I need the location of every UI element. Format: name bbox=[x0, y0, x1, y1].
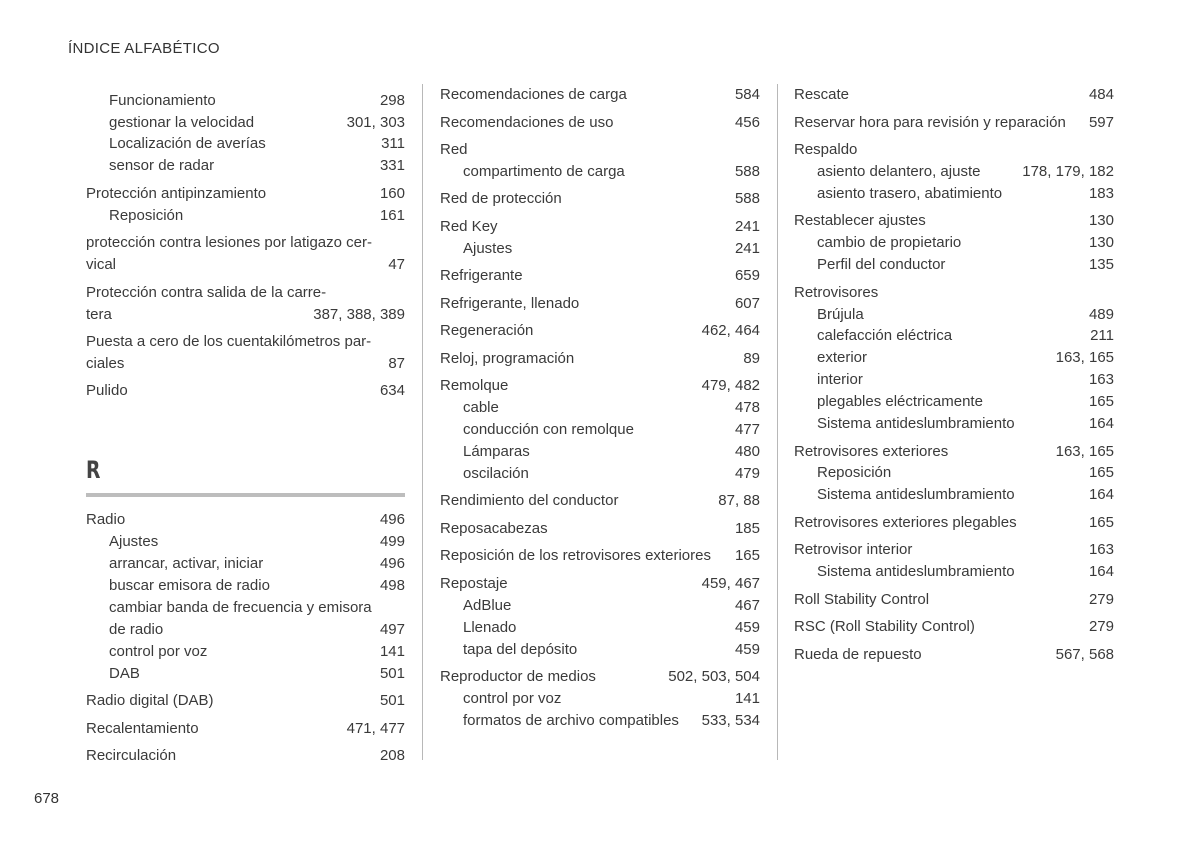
entry-pages: 164 bbox=[1088, 563, 1114, 581]
entry-text: formatos de archivo compatibles bbox=[463, 711, 679, 729]
entry-pages: 47 bbox=[388, 256, 405, 274]
entry-text: Red bbox=[440, 141, 468, 158]
index-entry bbox=[794, 112, 1114, 134]
index-term bbox=[86, 183, 405, 205]
entry-pages: 477 bbox=[734, 421, 760, 439]
entry-text: RSC (Roll Stability Control) bbox=[794, 618, 975, 636]
index-entry bbox=[440, 545, 760, 567]
entry-pages: 141 bbox=[734, 690, 760, 708]
index-subentry bbox=[794, 304, 1114, 326]
entry-pages: 130 bbox=[1088, 212, 1114, 230]
index-entry bbox=[794, 282, 1114, 435]
index-term bbox=[440, 518, 760, 540]
index-entry bbox=[86, 380, 405, 402]
entry-pages: 456 bbox=[734, 113, 760, 131]
entry-pages: 298 bbox=[379, 91, 405, 109]
index-subentry bbox=[794, 161, 1114, 183]
index-entry bbox=[440, 139, 760, 183]
index-term bbox=[794, 644, 1114, 666]
index-subentry bbox=[440, 617, 760, 639]
index-subentry bbox=[86, 90, 405, 112]
entry-text: exterior bbox=[817, 349, 868, 367]
entry-text: Recomendaciones de carga bbox=[440, 86, 627, 103]
entry-pages: 241 bbox=[734, 239, 760, 257]
entry-pages: 141 bbox=[379, 642, 405, 660]
index-entry bbox=[794, 589, 1114, 611]
page-number: 678 bbox=[34, 790, 60, 807]
entry-text: Recalentamiento bbox=[86, 719, 199, 737]
index-subentry bbox=[794, 325, 1114, 347]
index-term bbox=[440, 545, 760, 567]
index-term bbox=[794, 539, 1114, 561]
index-subentry bbox=[440, 441, 760, 463]
index-subentry bbox=[440, 595, 760, 617]
entry-pages: 497 bbox=[379, 620, 405, 638]
entry-text: Refrigerante bbox=[440, 267, 523, 285]
entry-text: Ajustes bbox=[109, 533, 159, 551]
entry-pages: 183 bbox=[1088, 184, 1114, 202]
entry-text: Restablecer ajustes bbox=[794, 212, 926, 230]
entry-text: buscar emisora de radio bbox=[109, 577, 270, 595]
entry-pages: 588 bbox=[734, 190, 760, 208]
index-entry bbox=[86, 183, 405, 227]
index-subentry bbox=[794, 561, 1114, 583]
index-term bbox=[86, 690, 405, 712]
index-entry bbox=[440, 216, 760, 260]
entry-text: Remolque bbox=[440, 377, 509, 395]
entry-pages: 471, 477 bbox=[346, 719, 405, 737]
entry-pages: 160 bbox=[379, 184, 405, 202]
entry-pages: 163, 165 bbox=[1055, 442, 1114, 460]
entry-pages: 588 bbox=[734, 162, 760, 180]
entry-text: Pulido bbox=[86, 382, 128, 400]
entry-text: Rueda de repuesto bbox=[794, 645, 922, 663]
entry-pages: 130 bbox=[1088, 234, 1114, 252]
entry-text: Refrigerante, llenado bbox=[440, 294, 580, 312]
index-entry bbox=[440, 84, 760, 106]
index-entry bbox=[86, 745, 405, 767]
index-term bbox=[86, 745, 405, 767]
index-subentry bbox=[440, 710, 760, 732]
index-term bbox=[86, 282, 405, 304]
index-entry bbox=[440, 188, 760, 210]
entry-pages: 459 bbox=[734, 640, 760, 658]
entry-text: conducción con remolque bbox=[463, 421, 634, 439]
index-subentry bbox=[86, 553, 405, 575]
index-subentry bbox=[86, 597, 405, 619]
entry-text: Rescate bbox=[794, 86, 850, 103]
index-subentry bbox=[86, 619, 405, 641]
entry-pages: 163 bbox=[1088, 371, 1114, 389]
index-entry bbox=[86, 690, 405, 712]
index-term bbox=[440, 216, 760, 238]
index-subentry bbox=[440, 397, 760, 419]
entry-text: Brújula bbox=[817, 305, 864, 323]
index-term bbox=[440, 666, 760, 688]
entry-text: cambiar banda de frecuencia y emisora bbox=[109, 598, 372, 616]
index-subentry bbox=[86, 205, 405, 227]
index-entry bbox=[440, 490, 760, 512]
index-entry bbox=[794, 644, 1114, 666]
index-subentry bbox=[794, 462, 1114, 484]
entry-text: Protección antipinzamiento bbox=[86, 184, 267, 202]
index-entry bbox=[794, 512, 1114, 534]
entry-text: Perfil del conductor bbox=[817, 256, 946, 274]
index-subentry bbox=[794, 232, 1114, 254]
entry-pages: 496 bbox=[379, 511, 405, 529]
entry-pages: 459, 467 bbox=[701, 574, 760, 592]
entry-pages: 533, 534 bbox=[701, 711, 760, 729]
entry-pages: 584 bbox=[734, 86, 760, 103]
index-subentry bbox=[440, 161, 760, 183]
entry-pages: 135 bbox=[1088, 256, 1114, 274]
index-term bbox=[440, 573, 760, 595]
entry-text: Reposición de los retrovisores exteriores bbox=[440, 547, 711, 565]
entry-pages: 208 bbox=[379, 747, 405, 765]
entry-text: AdBlue bbox=[463, 596, 512, 614]
index-term bbox=[794, 84, 1114, 106]
index-subentry bbox=[794, 183, 1114, 205]
index-column-2 bbox=[440, 84, 760, 732]
index-term bbox=[440, 320, 760, 342]
entry-text: DAB bbox=[109, 664, 140, 682]
index-term bbox=[86, 380, 405, 402]
index-subentry bbox=[794, 254, 1114, 276]
index-entry bbox=[86, 90, 405, 178]
entry-text: Retrovisores bbox=[794, 283, 879, 301]
entry-pages: 161 bbox=[379, 206, 405, 224]
index-term bbox=[86, 353, 405, 375]
col1-bottom-entries bbox=[86, 509, 405, 767]
index-term bbox=[86, 304, 405, 326]
index-column-1 bbox=[86, 84, 405, 767]
entry-text: control por voz bbox=[109, 642, 208, 660]
entry-text: Sistema antideslumbramiento bbox=[817, 486, 1015, 504]
index-term bbox=[86, 254, 405, 276]
entry-pages: 479, 482 bbox=[701, 377, 760, 395]
index-subentry bbox=[86, 531, 405, 553]
entry-text: Retrovisores exteriores plegables bbox=[794, 513, 1017, 531]
index-term bbox=[794, 512, 1114, 534]
entry-text: Radio bbox=[86, 511, 126, 529]
entry-text: sensor de radar bbox=[109, 157, 215, 175]
entry-text: Sistema antideslumbramiento bbox=[817, 415, 1015, 433]
entry-pages: 165 bbox=[1088, 464, 1114, 482]
index-term bbox=[794, 282, 1114, 304]
index-entry bbox=[440, 265, 760, 287]
index-term bbox=[794, 210, 1114, 232]
index-term bbox=[440, 84, 760, 106]
entry-text: protección contra lesiones por latigazo cer- bbox=[86, 234, 372, 252]
section-letter: R bbox=[86, 456, 101, 485]
section-letter-rule bbox=[86, 493, 405, 497]
index-entry bbox=[86, 718, 405, 740]
entry-text: de radio bbox=[109, 620, 164, 638]
entry-text: Puesta a cero de los cuentakilómetros par- bbox=[86, 333, 372, 351]
index-subentry bbox=[86, 133, 405, 155]
entry-text: Llenado bbox=[463, 618, 517, 636]
entry-text: Red de protección bbox=[440, 190, 562, 208]
index-term bbox=[440, 188, 760, 210]
entry-text: Recirculación bbox=[86, 747, 177, 765]
index-entry bbox=[440, 518, 760, 540]
entry-text: Radio digital (DAB) bbox=[86, 692, 214, 710]
entry-text: Ajustes bbox=[463, 239, 513, 257]
index-entry bbox=[86, 509, 405, 684]
index-entry bbox=[440, 666, 760, 732]
entry-pages: 659 bbox=[734, 267, 760, 285]
entry-pages: 498 bbox=[379, 577, 405, 595]
entry-text: cable bbox=[463, 399, 499, 417]
entry-pages: 331 bbox=[379, 157, 405, 175]
entry-pages: 311 bbox=[381, 135, 405, 153]
entry-text: cambio de propietario bbox=[817, 234, 962, 252]
entry-text: vical bbox=[86, 256, 117, 274]
column-divider-1 bbox=[422, 84, 423, 760]
index-term bbox=[440, 265, 760, 287]
entry-text: Roll Stability Control bbox=[794, 590, 930, 608]
index-subentry bbox=[86, 641, 405, 663]
entry-text: Recomendaciones de uso bbox=[440, 113, 614, 131]
index-entry bbox=[440, 348, 760, 370]
index-entry bbox=[86, 282, 405, 326]
index-subentry bbox=[794, 369, 1114, 391]
entry-pages: 480 bbox=[734, 443, 760, 461]
index-term bbox=[794, 112, 1114, 134]
index-term bbox=[440, 375, 760, 397]
entry-pages: 211 bbox=[1090, 327, 1114, 345]
index-entry bbox=[794, 539, 1114, 583]
index-term bbox=[440, 490, 760, 512]
entry-text: Repostaje bbox=[440, 574, 508, 592]
entry-pages: 165 bbox=[734, 547, 760, 565]
index-entry bbox=[86, 331, 405, 375]
index-term bbox=[794, 616, 1114, 638]
entry-pages: 87, 88 bbox=[718, 492, 760, 510]
entry-text: interior bbox=[817, 371, 863, 389]
entry-pages: 484 bbox=[1088, 86, 1114, 103]
entry-text: Reproductor de medios bbox=[440, 668, 596, 686]
index-subentry bbox=[440, 639, 760, 661]
index-term bbox=[794, 441, 1114, 463]
entry-text: tapa del depósito bbox=[463, 640, 578, 658]
entry-text: Reservar hora para revisión y reparación bbox=[794, 113, 1066, 131]
index-entry bbox=[440, 375, 760, 485]
entry-text: plegables eléctricamente bbox=[817, 393, 983, 411]
entry-pages: 478 bbox=[734, 399, 760, 417]
entry-pages: 499 bbox=[379, 533, 405, 551]
index-term bbox=[440, 139, 760, 161]
entry-text: Red Key bbox=[440, 217, 498, 235]
index-entry bbox=[794, 441, 1114, 507]
entry-pages: 501 bbox=[379, 692, 405, 710]
index-entry bbox=[440, 293, 760, 315]
entry-text: Reposición bbox=[817, 464, 892, 482]
entry-pages: 597 bbox=[1088, 113, 1114, 131]
entry-text: control por voz bbox=[463, 690, 562, 708]
entry-pages: 301, 303 bbox=[346, 113, 405, 131]
index-entry bbox=[86, 232, 405, 276]
index-term bbox=[440, 348, 760, 370]
index-term bbox=[794, 589, 1114, 611]
entry-pages: 467 bbox=[734, 596, 760, 614]
section-letter-block bbox=[86, 402, 405, 490]
entry-pages: 165 bbox=[1088, 513, 1114, 531]
index-subentry bbox=[86, 112, 405, 134]
index-entry bbox=[794, 139, 1114, 205]
index-term bbox=[86, 331, 405, 353]
entry-pages: 462, 464 bbox=[701, 322, 760, 340]
index-term bbox=[440, 112, 760, 134]
entry-text: tera bbox=[86, 305, 112, 323]
entry-pages: 634 bbox=[379, 382, 405, 400]
entry-pages: 279 bbox=[1088, 590, 1114, 608]
entry-text: oscilación bbox=[463, 464, 529, 482]
entry-pages: 164 bbox=[1088, 415, 1114, 433]
entry-text: Protección contra salida de la carre- bbox=[86, 283, 327, 301]
entry-pages: 387, 388, 389 bbox=[313, 305, 405, 323]
entry-text: compartimento de carga bbox=[463, 162, 625, 180]
col1-top-entries bbox=[86, 90, 405, 403]
entry-pages: 163 bbox=[1088, 541, 1114, 559]
index-term bbox=[86, 232, 405, 254]
index-term bbox=[86, 718, 405, 740]
entry-pages: 178, 179, 182 bbox=[1022, 162, 1114, 180]
entry-text: Funcionamiento bbox=[109, 91, 216, 109]
entry-text: Retrovisor interior bbox=[794, 541, 913, 559]
index-entry bbox=[440, 573, 760, 661]
entry-pages: 89 bbox=[743, 349, 760, 367]
entry-text: Retrovisores exteriores bbox=[794, 442, 949, 460]
entry-text: Reposición bbox=[109, 206, 184, 224]
entry-pages: 185 bbox=[734, 519, 760, 537]
entry-pages: 164 bbox=[1088, 486, 1114, 504]
entry-pages: 165 bbox=[1088, 393, 1114, 411]
entry-pages: 489 bbox=[1088, 305, 1114, 323]
entry-pages: 163, 165 bbox=[1055, 349, 1114, 367]
entry-text: Rendimiento del conductor bbox=[440, 492, 619, 510]
entry-pages: 87 bbox=[388, 354, 405, 372]
page-header: ÍNDICE ALFABÉTICO bbox=[68, 40, 220, 57]
entry-pages: 479 bbox=[734, 464, 760, 482]
index-subentry bbox=[86, 575, 405, 597]
index-entry bbox=[440, 320, 760, 342]
entry-text: Reposacabezas bbox=[440, 519, 548, 537]
index-entry bbox=[794, 84, 1114, 106]
index-term bbox=[440, 293, 760, 315]
entry-text: Respaldo bbox=[794, 141, 858, 158]
entry-text: ciales bbox=[86, 354, 125, 372]
index-subentry bbox=[440, 463, 760, 485]
index-subentry bbox=[440, 419, 760, 441]
entry-text: asiento delantero, ajuste bbox=[817, 162, 981, 180]
index-subentry bbox=[86, 155, 405, 177]
entry-pages: 279 bbox=[1088, 618, 1114, 636]
entry-pages: 241 bbox=[734, 217, 760, 235]
entry-text: Sistema antideslumbramiento bbox=[817, 563, 1015, 581]
column-divider-2 bbox=[777, 84, 778, 760]
index-column-3 bbox=[794, 84, 1114, 666]
index-entry bbox=[794, 210, 1114, 276]
entry-pages: 607 bbox=[734, 294, 760, 312]
entry-text: calefacción eléctrica bbox=[817, 327, 953, 345]
index-term bbox=[794, 139, 1114, 161]
entry-text: Regeneración bbox=[440, 322, 534, 340]
entry-text: asiento trasero, abatimiento bbox=[817, 184, 1003, 202]
index-subentry bbox=[86, 663, 405, 685]
index-entry bbox=[794, 616, 1114, 638]
index-subentry bbox=[794, 413, 1114, 435]
entry-text: gestionar la velocidad bbox=[109, 113, 255, 131]
index-subentry bbox=[794, 391, 1114, 413]
entry-text: Lámparas bbox=[463, 443, 530, 461]
index-term bbox=[86, 509, 405, 531]
entry-pages: 567, 568 bbox=[1055, 645, 1114, 663]
index-entry bbox=[440, 112, 760, 134]
index-subentry bbox=[794, 347, 1114, 369]
entry-pages: 496 bbox=[379, 555, 405, 573]
index-subentry bbox=[794, 484, 1114, 506]
entry-pages: 459 bbox=[734, 618, 760, 636]
entry-pages: 501 bbox=[379, 664, 405, 682]
entry-pages: 502, 503, 504 bbox=[668, 668, 760, 686]
entry-text: Localización de averías bbox=[109, 135, 266, 153]
entry-text: Reloj, programación bbox=[440, 349, 575, 367]
entry-text: arrancar, activar, iniciar bbox=[109, 555, 264, 573]
index-subentry bbox=[440, 238, 760, 260]
index-subentry bbox=[440, 688, 760, 710]
